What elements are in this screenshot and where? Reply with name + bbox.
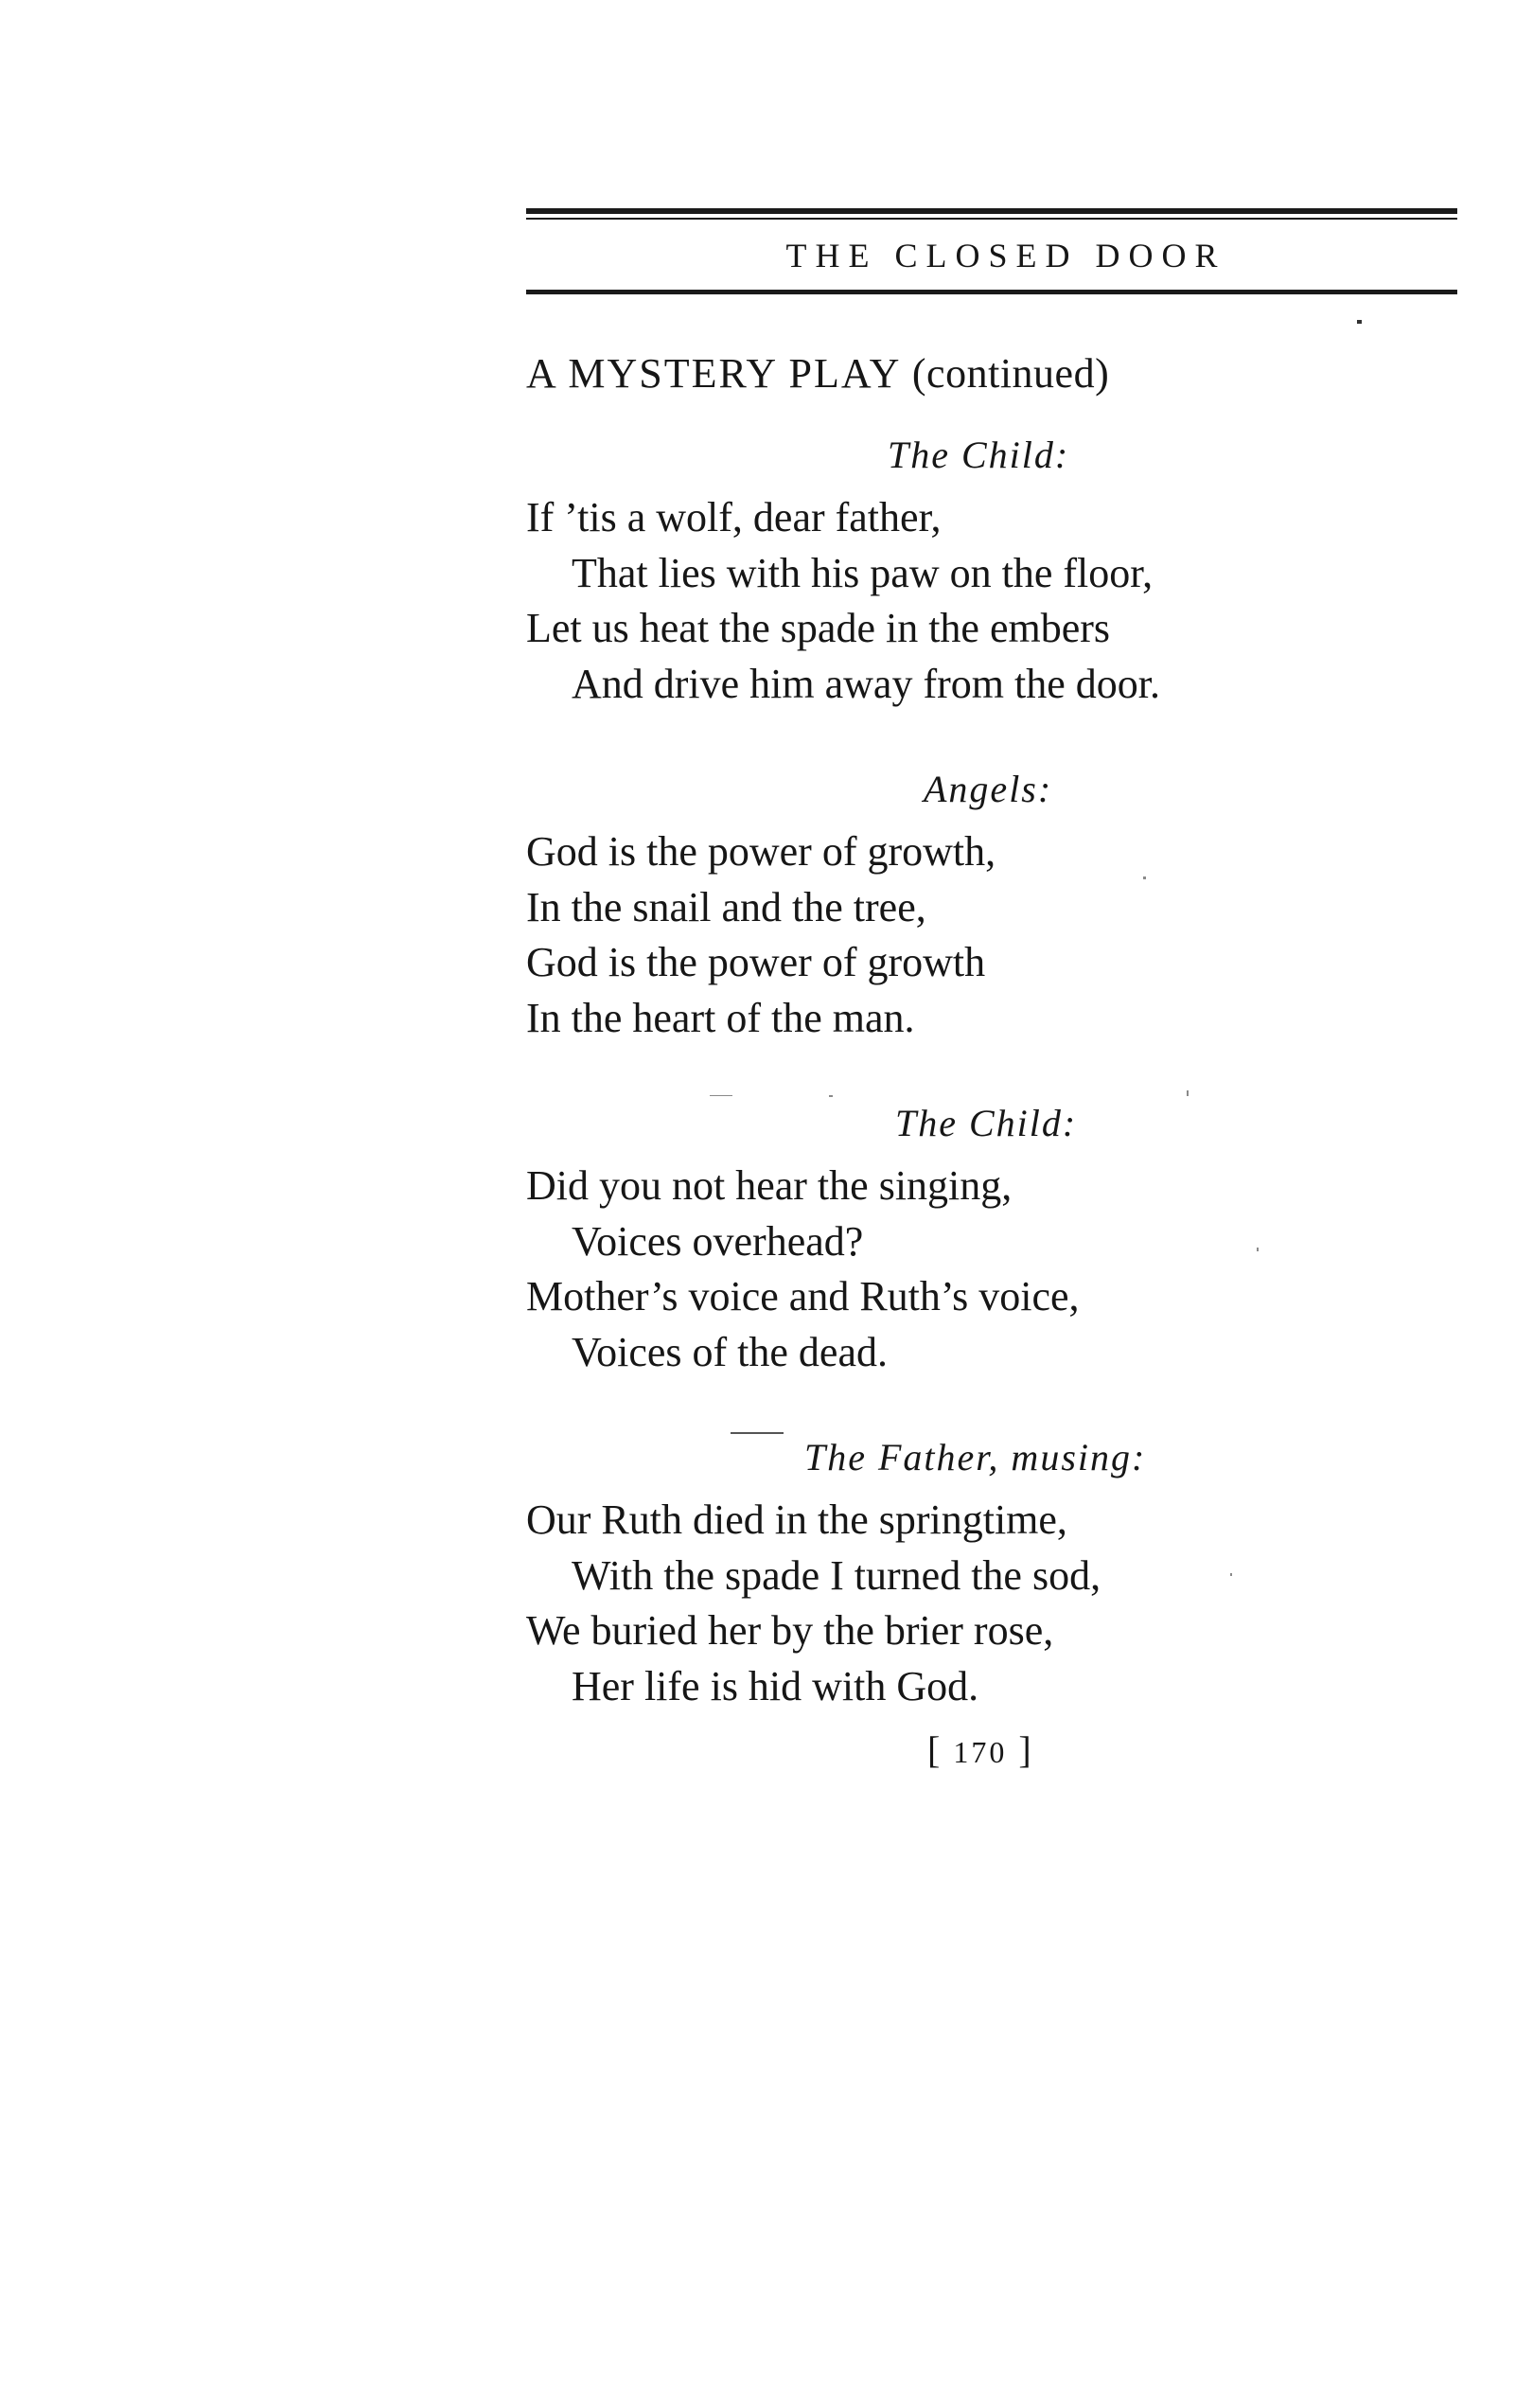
- header-rule-thick: [526, 208, 1457, 214]
- verse-line: Let us heat the spade in the embers: [526, 605, 1111, 651]
- scan-speck: [1143, 876, 1146, 879]
- speaker-label: The Child:: [888, 434, 1070, 476]
- page-number: [927, 1727, 1033, 1772]
- verse-line: That lies with his paw on the floor,: [572, 549, 1154, 596]
- verse-line: Did you not hear the singing,: [526, 1162, 1013, 1209]
- verse-line: Mother’s voice and Ruth’s voice,: [526, 1273, 1080, 1319]
- verse-line: In the heart of the man.: [526, 994, 915, 1041]
- verse-line: With the spade I turned the sod,: [572, 1551, 1101, 1599]
- poem-body: [526, 341, 1472, 1714]
- poem-title: [526, 341, 1472, 407]
- stanza: [526, 490, 1472, 712]
- poem-title-main: A MYSTERY PLAY: [526, 350, 902, 397]
- scan-speck: [1230, 1573, 1232, 1576]
- speaker-label: The Child:: [895, 1102, 1078, 1144]
- verse-line: God is the power of growth: [526, 939, 986, 985]
- stanza: [526, 1493, 1472, 1714]
- running-title: THE CLOSED DOOR: [785, 237, 1226, 274]
- stanza: [526, 1159, 1472, 1380]
- running-header: [526, 208, 1457, 294]
- scan-speck: [829, 1095, 833, 1097]
- poem-title-continued: (continued): [911, 350, 1110, 397]
- verse-line: Our Ruth died in the springtime,: [526, 1496, 1067, 1543]
- scan-speck: [710, 1095, 732, 1096]
- verse-line: Voices of the dead.: [572, 1328, 888, 1375]
- verse-line: And drive him away from the door.: [572, 660, 1160, 707]
- scan-speck: [1187, 1090, 1189, 1096]
- header-rule-bottom: [526, 290, 1457, 294]
- verse-line: If ’tis a wolf, dear father,: [526, 494, 942, 540]
- verse-line: We buried her by the brier rose,: [526, 1607, 1054, 1654]
- scan-speck: [1357, 320, 1362, 324]
- verse-line: In the snail and the tree,: [526, 883, 926, 930]
- page-number-bracket-open: [: [927, 1728, 943, 1771]
- verse-line: Voices overhead?: [572, 1217, 864, 1265]
- speaker-label: Angels:: [924, 768, 1053, 810]
- verse-line: God is the power of growth,: [526, 828, 996, 875]
- stanza: [526, 824, 1472, 1046]
- scan-speck: [1257, 1248, 1259, 1251]
- page-number-value: 170: [953, 1735, 1008, 1769]
- page-number-bracket-close: ]: [1018, 1728, 1033, 1771]
- scan-speck: [731, 1432, 784, 1434]
- speaker-label: The Father, musing:: [804, 1436, 1147, 1478]
- verse-line: Her life is hid with God.: [572, 1662, 979, 1709]
